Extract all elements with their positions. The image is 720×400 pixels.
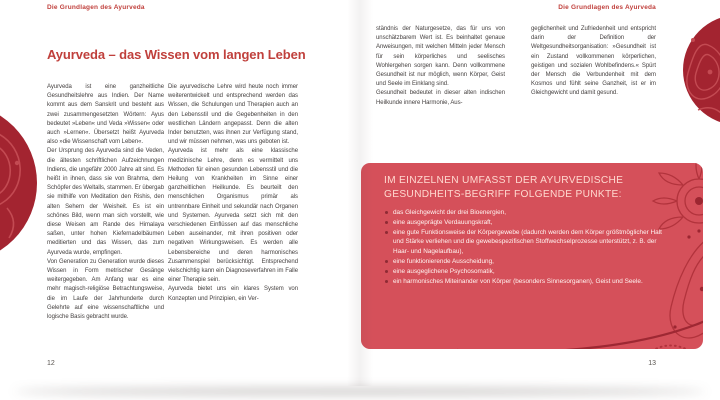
page-number-left: 12 [47, 360, 55, 367]
right-page-column-1 [376, 25, 505, 147]
left-page-column-1 [47, 83, 164, 377]
body-paragraph: Der Ursprung des Ayurveda sind die Veden, die ältesten schriftlichen Aufzeichnungen Indiens, die ungefähr 2000 Jahre alt sind. Es heißt in ihnen, dass sie von Brahma, dem Schöpfer des Weltalls, stammen. Er übergab sie mithilfe von Meditation den Rishis, den alten Sehern der Weisheit. Es ist ein schönes Bild, wenn man sich vorstellt, wie diese Weisen am Rande des Himalaya saßen, unter hohen Kiefernadelbäumen meditierten und das Wissen, das zum Ayurveda wurde, empfingen. [47, 148, 164, 256]
info-box-bullet: eine funktionierende Ausscheidung, [384, 257, 662, 267]
page-bottom-shadow [14, 388, 706, 395]
body-paragraph: Die ayurvedische Lehre wird heute noch immer weiterentwickelt und entsprechend werden das Wissen, die Schulungen und Therapien auch an den Lebensstil und die Gegebenheiten in den westlichen Ländern angepasst. Denn die alten Inder benutzten, was ihnen zur Verfügung stand, und wir müssen nehmen, was uns geboten ist. [168, 84, 298, 146]
body-paragraph: Ayurveda ist mehr als eine klassische medizinische Lehre, denn es vermittelt uns Methoden für einen gesunden Lebensstil und die Heilung von Krankheiten im Sinne einer ganzheitlichen Heilkunde. Es beurteilt den menschlichen Organismus primär als untrennbare Einheit und sekundär nach Organen und Systemen. Ayurveda setzt sich mit den verschiedenen Einflüssen auf das menschliche Leben auseinander, mit ihren positiven oder negativen Wirkungsweisen. Es werden alle Lebensbereiche und deren harmonisches Zusammenspiel berücksichtigt. Entsprechend vielschichtig kann ein Diagnoseverfahren im Falle einer Therapie sein. [168, 148, 298, 284]
info-box-bullet: eine ausgeglichene Psychosomatik, [384, 267, 662, 277]
info-box-heading: IM EINZELNEN UMFASST DER AYURVEDISCHE GESUNDHEITS-BEGRIFF FOLGENDE PUNKTE: [384, 175, 624, 200]
info-box-bullet: ein harmonisches Miteinander von Körper (besonders Sinnesorganen), Geist und Seele. [384, 277, 662, 287]
body-paragraph: Ayurveda bietet uns ein klares System von Konzepten und Prinzipien, ein Ver- [168, 286, 298, 302]
left-page-column-2 [168, 83, 298, 377]
mandala-ornament-left-icon [0, 103, 37, 263]
spread-gutter-shadow [347, 0, 373, 386]
body-paragraph: geglichenheit und Zufriedenheit und entspricht darin der Definition der Weltgesundheitsorganisation: »Gesundheit ist ein Zustand vollkommenen körperlichen, geistigen und sozialen Wohlbefindens.« Spürt der Mensch die Verbundenheit mit dem Kosmos und fühlt seine Ganzheit, ist er im Gleichgewicht und damit gesund. [531, 26, 656, 97]
chapter-heading: Ayurveda – das Wissen vom langen Leben [47, 47, 306, 62]
body-paragraph: Gesundheit bedeutet in dieser alten indischen Heilkunde innere Harmonie, Aus- [376, 90, 505, 106]
health-points-info-box [361, 163, 703, 349]
running-header-right: Die Grundlagen des Ayurveda [558, 4, 656, 11]
info-box-bullet-list [384, 208, 662, 286]
body-paragraph: Ayurveda ist eine ganzheitliche Gesundheitslehre aus Indien. Der Name kommt aus dem Sanskrit und besteht aus zwei zusammengesetzten Wörtern: Ayus bedeutet »Leben« und Veda »Wissen« oder auch »Lernen«. Übersetzt heißt Ayurveda also »die Wissenschaft vom Leben«. [47, 84, 164, 146]
body-paragraph: Von Generation zu Generation wurde dieses Wissen in Form metrischer Gesänge weitergegeben. Am Anfang war es eine mehr magisch-religiöse Betrachtungsweise, die im Laufe der Jahrhunderte durch Gelehrte auf eine wissenschaftliche und logische Basis gebracht wurde. [47, 258, 164, 321]
running-header-left: Die Grundlagen des Ayurveda [47, 4, 145, 11]
mandala-ornament-top-right-icon [683, 15, 720, 125]
body-paragraph: ständnis der Naturgesetze, das für uns von unschätzbarem Wert ist. Es beinhaltet genaue Anweisungen, mit welchen Mitteln jeder Mensch für sein körperliches und seelisches Wohlergehen sorgen kann. Denn vollkommene Gesundheit ist nur möglich, wenn Körper, Geist und Seele im Einklang sind. [376, 26, 505, 88]
info-box-bullet: eine ausgeprägte Verdauungskraft, [384, 218, 662, 228]
info-box-bullet: eine gute Funktionsweise der Körpergewebe (dadurch werden dem Körper größtmöglicher Halt und Stärke verliehen und die gewebespezifischen Stoffwechselprozesse unterstützt, z. B. der Haar- und Nagelaufbau), [384, 228, 662, 257]
page-number-right: 13 [648, 360, 656, 367]
info-box-bullet: das Gleichgewicht der drei Bioenergien, [384, 208, 662, 218]
right-page-column-2 [531, 25, 656, 147]
